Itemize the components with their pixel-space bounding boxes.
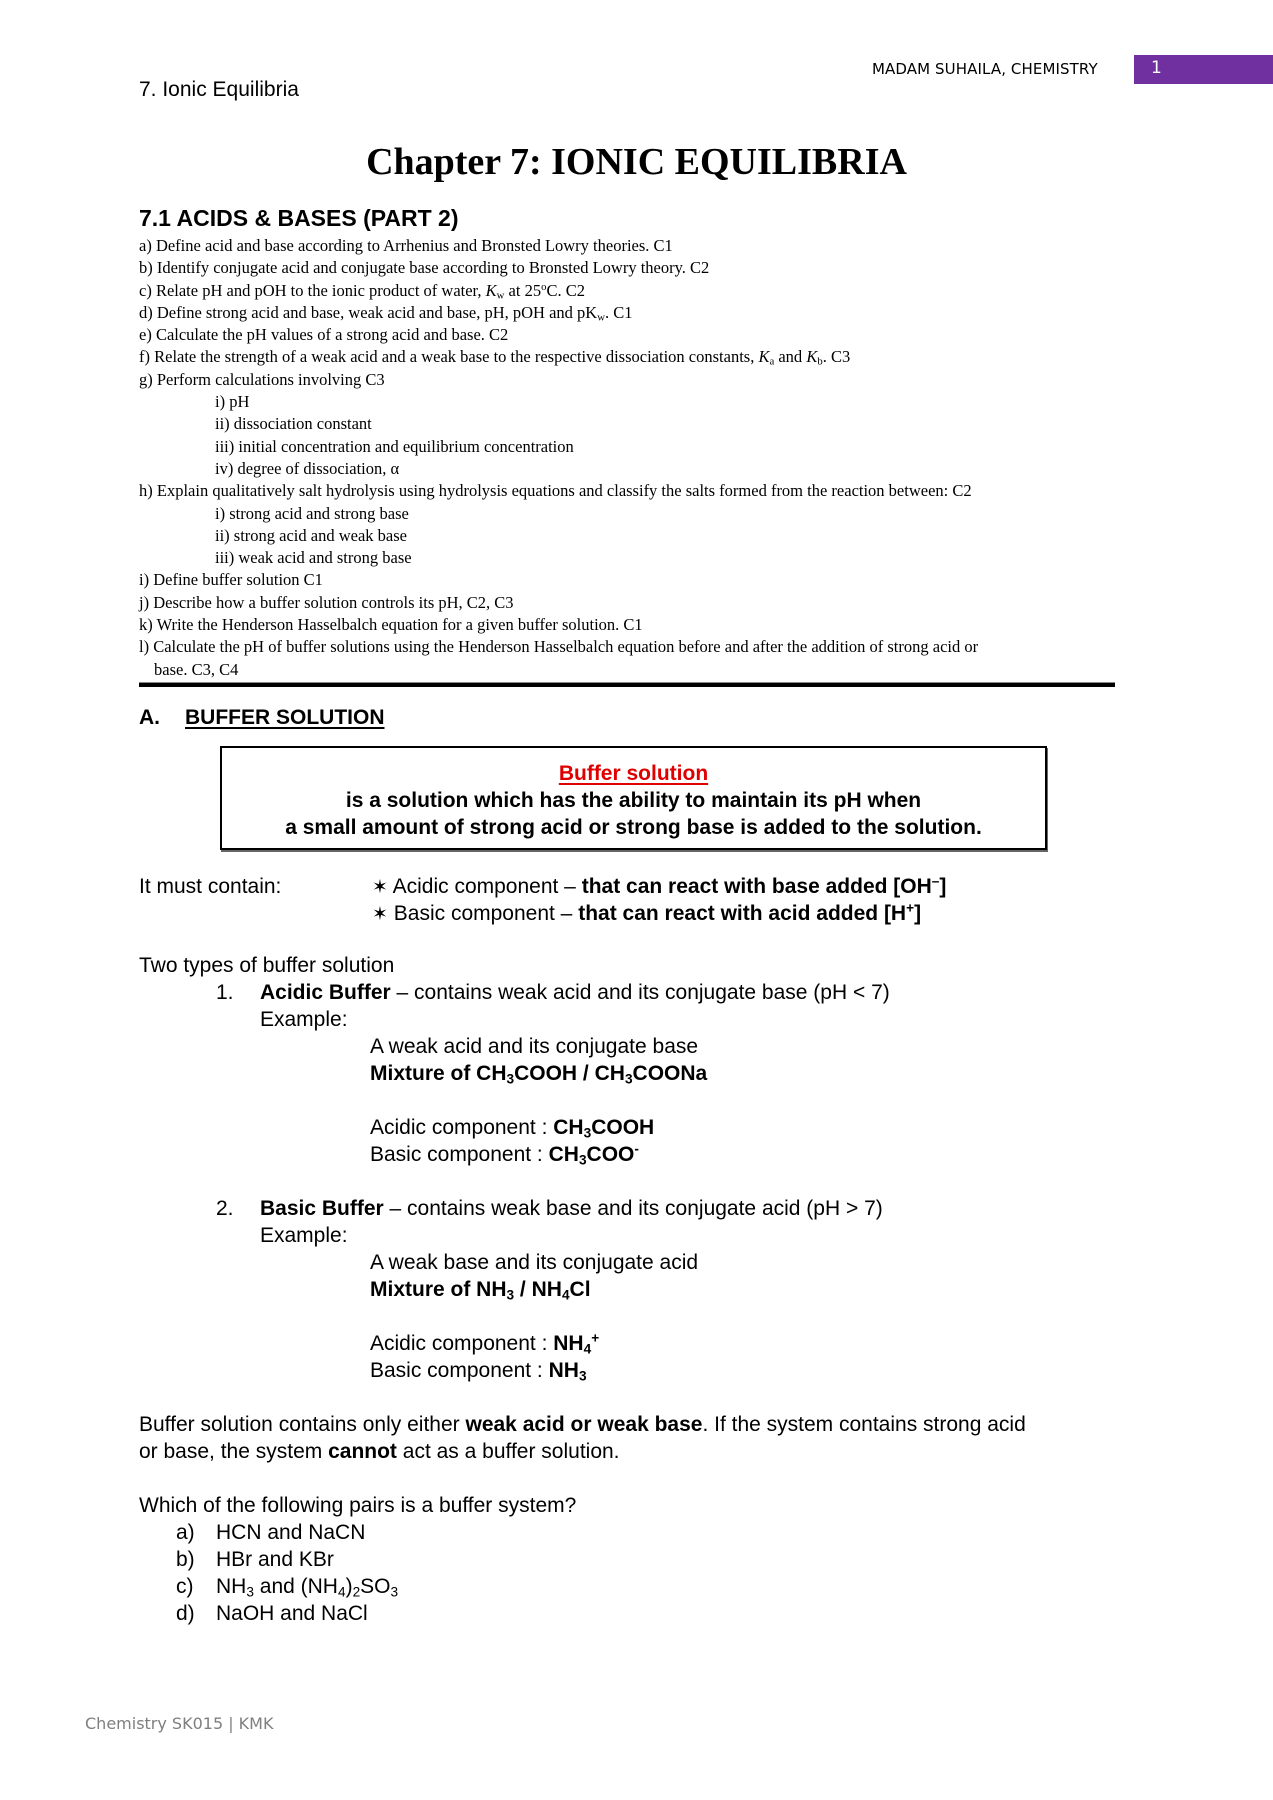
objective-l: l) Calculate the pH of buffer solutions using the Henderson Hasselbalch equation before and after the addition of strong acid or <box>139 637 979 657</box>
objective-k: k) Write the Henderson Hasselbalch equation for a given buffer solution. C1 <box>139 615 643 635</box>
kb-subscript: b <box>817 356 823 369</box>
page-footer: Chemistry SK015 | KMK <box>85 1714 274 1733</box>
option-text: and (NH <box>253 1575 338 1598</box>
objective-g-item: ii) dissociation constant <box>215 414 372 434</box>
definition-term: Buffer solution <box>558 762 709 785</box>
definition-box <box>220 746 1047 850</box>
objective-h-item: i) strong acid and strong base <box>215 503 409 523</box>
subscript: 4 <box>337 1584 346 1600</box>
item-end: ] <box>914 902 922 925</box>
objective-d-text: d) Define strong acid and base, weak acid and base, pH, pOH and pK <box>139 302 598 322</box>
subscript: 4 <box>583 1341 592 1357</box>
chapter-title-text: Chapter 7: IONIC EQUILIBRIA <box>366 141 907 183</box>
pkw-subscript: w <box>597 311 605 324</box>
basic-buffer-desc: – contains weak base and its conjugate acid (pH > 7) <box>383 1197 883 1220</box>
objective-c <box>139 280 1129 302</box>
option-label: a) <box>176 1521 195 1544</box>
option-text: SO <box>360 1575 391 1598</box>
component-label: Acidic component : <box>370 1116 554 1139</box>
mixture-text: Mixture of NH <box>370 1278 507 1301</box>
objective-d-end: . C1 <box>604 302 633 322</box>
item-sup: – <box>931 873 940 889</box>
objective-f <box>139 346 1129 368</box>
note-line-1 <box>139 1411 1026 1438</box>
objective-i: i) Define buffer solution C1 <box>139 570 323 590</box>
mixture-text: COONa <box>632 1062 708 1085</box>
header-author: MADAM SUHAILA, CHEMISTRY <box>872 60 1098 78</box>
note-text: or base, the system <box>139 1440 329 1463</box>
subscript: 3 <box>583 1125 592 1141</box>
must-contain-label: It must contain: <box>139 875 282 898</box>
subscript: 2 <box>352 1584 361 1600</box>
option-label: d) <box>176 1602 195 1625</box>
objective-b: b) Identify conjugate acid and conjugate base according to Bronsted Lowry theory. C2 <box>139 258 710 278</box>
subscript: 3 <box>624 1071 633 1087</box>
horizontal-rule <box>139 683 1115 687</box>
item-end: ] <box>939 875 947 898</box>
ka-subscript: a <box>769 356 775 369</box>
objective-a: a) Define acid and base according to Arrhenius and Bronsted Lowry theories. C1 <box>139 236 673 255</box>
option-d <box>176 1600 368 1627</box>
basic-component-line <box>370 1357 587 1384</box>
objective-c-text: c) Relate pH and pOH to the ionic product of water, <box>139 280 486 300</box>
note-text: act as a buffer solution. <box>396 1440 620 1463</box>
formula: NH <box>548 1359 579 1382</box>
mixture-text: Cl <box>569 1278 591 1301</box>
objective-f-and: and <box>774 347 807 367</box>
objective-l-continued: base. C3, C4 <box>154 659 239 679</box>
formula: CH <box>548 1143 579 1166</box>
subscript: 3 <box>578 1152 587 1168</box>
option-text: NH <box>216 1575 247 1598</box>
item-bold: that can react with base added [OH <box>581 875 932 898</box>
formula: COOH <box>591 1116 655 1139</box>
item-text: Basic component – <box>387 902 579 925</box>
option-text: HBr and KBr <box>216 1548 334 1571</box>
option-c <box>176 1573 398 1600</box>
item-text: Acidic component – <box>387 875 582 898</box>
acidic-component-line <box>370 1330 599 1357</box>
objective-f-end: . C3 <box>822 347 851 367</box>
formula: CH <box>553 1116 584 1139</box>
section-title: 7.1 ACIDS & BASES (PART 2) <box>139 205 459 231</box>
objective-j: j) Describe how a buffer solution controls its pH, C2, C3 <box>139 592 514 612</box>
option-b <box>176 1546 334 1573</box>
subscript: 3 <box>506 1071 515 1087</box>
option-label: b) <box>176 1548 195 1571</box>
item-sup: + <box>906 900 915 916</box>
must-contain-item <box>372 900 921 928</box>
note-text: . If the system contains strong acid <box>702 1413 1026 1436</box>
definition-line-2: a small amount of strong acid or strong base is added to the solution. <box>285 816 982 839</box>
objective-g-item: iii) initial concentration and equilibrium concentration <box>215 436 574 456</box>
objective-d <box>139 302 1129 324</box>
subscript: 3 <box>578 1368 587 1384</box>
mixture-text: COOH / CH <box>514 1062 625 1085</box>
note-bold: weak acid or weak base <box>465 1413 703 1436</box>
basic-example-label: Example: <box>260 1224 348 1247</box>
option-a <box>176 1519 365 1546</box>
acidic-buffer-item <box>216 979 890 1006</box>
kb-symbol: K <box>806 347 818 367</box>
note-text: Buffer solution contains only either <box>139 1413 466 1436</box>
component-label: Basic component : <box>370 1359 549 1382</box>
basic-example-line: A weak base and its conjugate acid <box>370 1251 699 1274</box>
section-a-title: BUFFER SOLUTION <box>185 706 385 729</box>
component-label: Basic component : <box>370 1143 549 1166</box>
header-chapter: 7. Ionic Equilibria <box>139 78 299 101</box>
formula: NH <box>553 1332 584 1355</box>
note-bold: cannot <box>328 1440 397 1463</box>
component-label: Acidic component : <box>370 1332 554 1355</box>
option-text: NaOH and NaCl <box>216 1602 368 1625</box>
must-contain-item <box>372 873 946 901</box>
objective-f-text: f) Relate the strength of a weak acid and a weak base to the respective dissociation constants, <box>139 347 759 367</box>
subscript: 3 <box>246 1584 254 1600</box>
formula: COO <box>586 1143 635 1166</box>
objective-h-item: ii) strong acid and weak base <box>215 525 407 545</box>
section-a-label: A. <box>139 706 160 729</box>
objective-g-item: iv) degree of dissociation, α <box>215 458 400 478</box>
subscript: 4 <box>561 1287 570 1303</box>
page-number: 1 <box>1151 58 1162 78</box>
star-bullet-icon: ✶ <box>372 904 388 925</box>
objective-h-item: iii) weak acid and strong base <box>215 548 412 568</box>
basic-mixture <box>370 1276 591 1303</box>
question-text: Which of the following pairs is a buffer system? <box>139 1494 577 1517</box>
star-bullet-icon: ✶ <box>372 877 388 898</box>
definition-line-1: is a solution which has the ability to maintain its pH when <box>345 789 922 812</box>
kw-subscript: w <box>496 289 505 302</box>
objective-e: e) Calculate the pH values of a strong acid and base. C2 <box>139 325 509 345</box>
option-text: ) <box>345 1575 353 1598</box>
learning-objectives <box>139 235 1129 681</box>
mixture-text: Mixture of CH <box>370 1062 507 1085</box>
ka-symbol: K <box>758 347 770 367</box>
chapter-title <box>0 140 1273 184</box>
acidic-example-label: Example: <box>260 1008 348 1031</box>
superscript: + <box>591 1330 600 1346</box>
acidic-example-line: A weak acid and its conjugate base <box>370 1035 699 1058</box>
basic-buffer-name: Basic Buffer <box>260 1197 384 1220</box>
objective-c-end: C. C2 <box>546 280 585 300</box>
item-bold: that can react with acid added [H <box>578 902 907 925</box>
section-a-heading <box>139 706 385 730</box>
degree-mark: o <box>541 280 547 293</box>
objective-c-mid: at 25 <box>504 280 542 300</box>
subscript: 3 <box>390 1584 399 1600</box>
types-intro: Two types of buffer solution <box>139 954 395 977</box>
acidic-component-line <box>370 1114 654 1141</box>
note-line-2 <box>139 1438 620 1465</box>
objective-h: h) Explain qualitatively salt hydrolysis using hydrolysis equations and classify the salts formed from the reaction between: C2 <box>139 481 972 501</box>
page-number-tab <box>1134 55 1273 84</box>
basic-buffer-item <box>216 1195 883 1222</box>
acidic-buffer-number: 1. <box>216 981 234 1004</box>
basic-component-line <box>370 1141 639 1168</box>
basic-buffer-number: 2. <box>216 1197 234 1220</box>
mixture-text: / NH <box>514 1278 562 1301</box>
acidic-buffer-name: Acidic Buffer <box>260 981 391 1004</box>
objective-g-item: i) pH <box>215 392 250 412</box>
kw-symbol: K <box>485 280 497 300</box>
objective-g: g) Perform calculations involving C3 <box>139 369 385 389</box>
option-text: HCN and NaCN <box>216 1521 366 1544</box>
superscript: - <box>634 1141 639 1157</box>
option-label: c) <box>176 1575 194 1598</box>
acidic-mixture <box>370 1060 707 1087</box>
acidic-buffer-desc: – contains weak acid and its conjugate base (pH < 7) <box>390 981 890 1004</box>
subscript: 3 <box>506 1287 515 1303</box>
